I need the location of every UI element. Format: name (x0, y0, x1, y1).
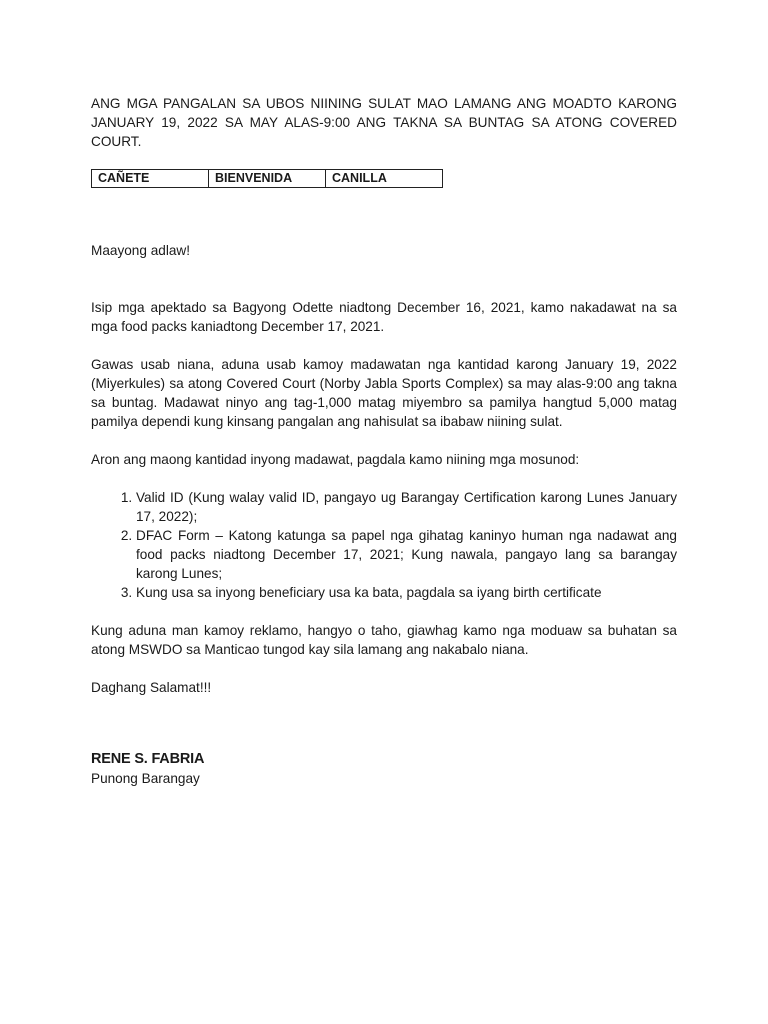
list-item: 2. DFAC Form – Katong katunga sa papel nga gihatag kaninyo human nga nadawat ang food packs niadtong December 17, 2021; Kung nawala, pangayo lang sa barangay karong Lunes; (136, 526, 677, 583)
header-notice: ANG MGA PANGALAN SA UBOS NIINING SULAT MAO LAMANG ANG MOADTO KARONG JANUARY 19, 2022 SA MAY ALAS-9:00 ANG TAKNA SA BUNTAG SA ATONG COVERED COURT. (91, 96, 677, 149)
paragraph-complaints: Kung aduna man kamoy reklamo, hangyo o taho, giawhag kamo nga moduaw sa buhatan sa atong MSWDO sa Manticao tungod kay sila lamang ang nakabalo niana. (91, 623, 677, 657)
paragraph-requirements-intro: Aron ang maong kantidad inyong madawat, pagdala kamo niining mga mosunod: (91, 452, 580, 467)
name-cell: BIENVENIDA (209, 170, 326, 188)
paragraph-typhoon: Isip mga apektado sa Bagyong Odette niadtong December 16, 2021, kamo nakadawat na sa mga food packs kaniadtong December 17, 2021. (91, 300, 677, 334)
greeting: Maayong adlaw! (91, 243, 190, 258)
paragraph-cash-aid: Gawas usab niana, aduna usab kamoy madawatan nga kantidad karong January 19, 2022 (Miyerkules) sa atong Covered Court (Norby Jabla Sports Complex) sa may alas-9:00 ang takna sa buntag. Madawat ninyo ang tag-1,000 matag miyembro sa pamilya hangtud 5,000 matag pamilya dependi kung kinsang pangalan ang nahisulat sa ibabaw niining sulat. (91, 357, 677, 429)
signatory-title: Punong Barangay (91, 771, 200, 786)
signatory-name: RENE S. FABRIA (91, 751, 205, 767)
table-row (92, 170, 443, 188)
list-item: 3. Kung usa sa inyong beneficiary usa ka bata, pagdala sa iyang birth certificate (136, 583, 677, 602)
letter-page (91, 94, 677, 788)
name-cell: CANILLA (326, 170, 443, 188)
names-table (91, 169, 443, 188)
requirements-list (91, 488, 677, 602)
list-item: 1. Valid ID (Kung walay valid ID, pangayo ug Barangay Certification karong Lunes January 17, 2022); (136, 488, 677, 526)
name-cell: CAÑETE (92, 170, 209, 188)
thanks-line: Daghang Salamat!!! (91, 680, 212, 695)
